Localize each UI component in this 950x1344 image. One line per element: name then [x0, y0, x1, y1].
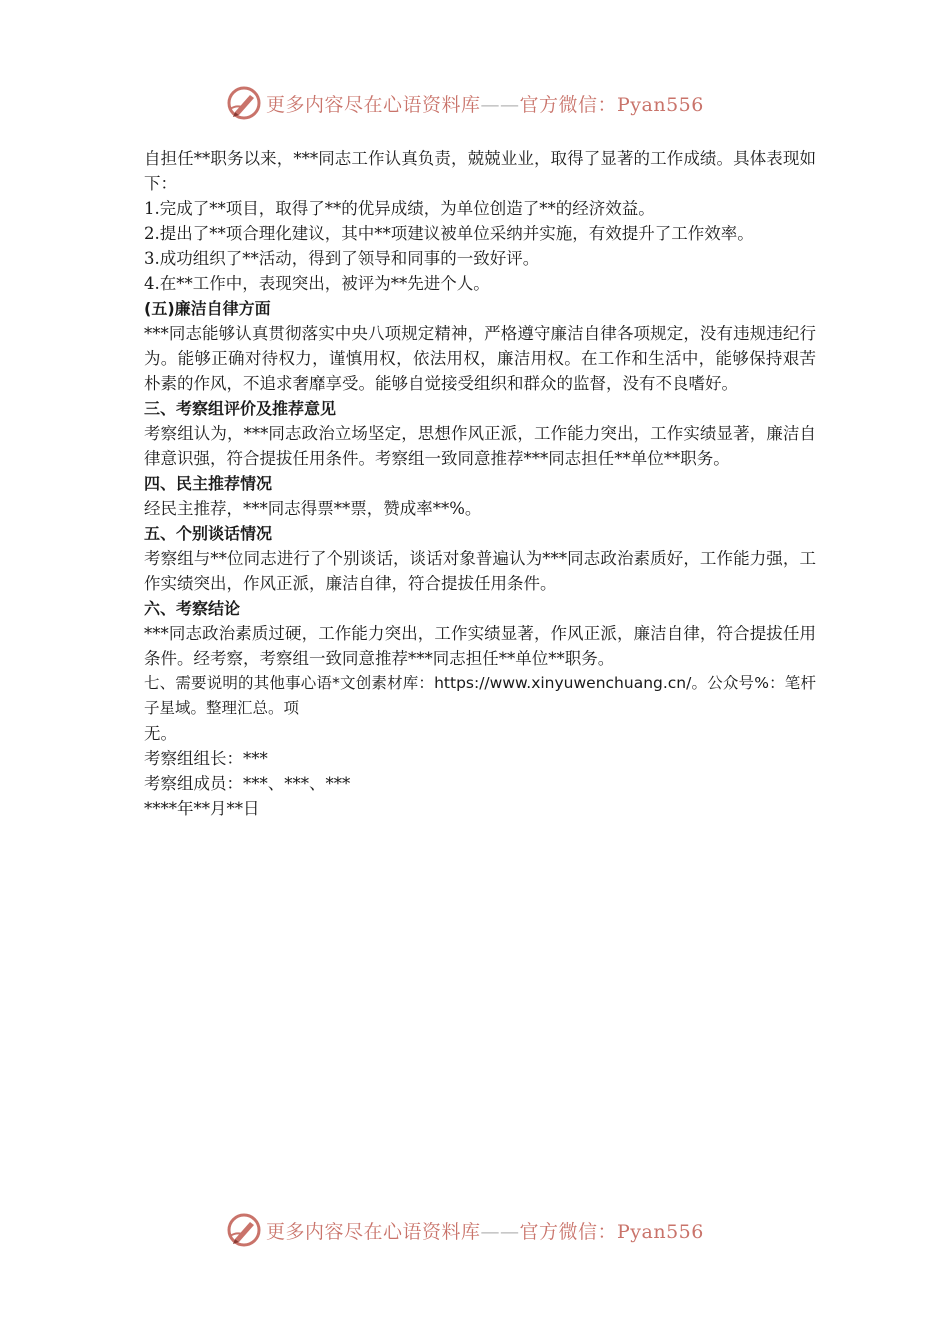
paragraph: 3.成功组织了**活动，得到了领导和同事的一致好评。: [144, 249, 540, 268]
document-body: [144, 146, 816, 821]
footer-banner: [226, 1210, 726, 1250]
section-heading: 四、民主推荐情况: [144, 474, 273, 493]
paragraph: 2.提出了**项合理化建议，其中**项建议被单位采纳并实施，有效提升了工作效率。: [144, 224, 754, 243]
paragraph: 考察组认为，***同志政治立场坚定，思想作风正派，工作能力突出，工作实绩显著，廉洁自律意识强，符合提拔任用条件。考察组一致同意推荐***同志担任**单位**职务。: [144, 424, 816, 468]
paragraph: 自担任**职务以来，***同志工作认真负责，兢兢业业，取得了显著的工作成绩。具体表现如下：: [144, 149, 816, 193]
section-heading: 三、考察组评价及推荐意见: [144, 399, 337, 418]
paragraph: 考察组与**位同志进行了个别谈话，谈话对象普遍认为***同志政治素质好，工作能力强，工作实绩突出，作风正派，廉洁自律，符合提拔任用条件。: [144, 549, 816, 593]
pen-logo-icon: [226, 1212, 262, 1248]
section-heading: 六、考察结论: [144, 599, 241, 618]
paragraph: ***同志能够认真贯彻落实中央八项规定精神，严格遵守廉洁自律各项规定，没有违规违纪行为。能够正确对待权力，谨慎用权，依法用权，廉洁用权。在工作和生活中，能够保持艰苦朴素的作风，不追求奢靡享受。能够自觉接受组织和群众的监督，没有不良嗜好。: [144, 324, 816, 393]
banner-text: 更多内容尽在心语资料库——官方微信：Pyan556: [266, 1220, 704, 1243]
section-heading: 五、个别谈话情况: [144, 524, 273, 543]
paragraph: 无。: [144, 724, 177, 743]
paragraph: ***同志政治素质过硬，工作能力突出，工作实绩显著，作风正派，廉洁自律，符合提拔任用条件。经考察，考察组一致同意推荐***同志担任**单位**职务。: [144, 624, 816, 668]
header-banner: [226, 83, 726, 123]
paragraph: 经民主推荐，***同志得票**票，赞成率**%。: [144, 499, 482, 518]
paragraph: 七、需要说明的其他事心语*文创素材库：https://www.xinyuwenchuang.cn/。公众号%：笔杆子星域。整理汇总。项: [144, 674, 816, 717]
paragraph: 考察组成员：***、***、***: [144, 774, 351, 793]
paragraph: ****年**月**日: [144, 799, 260, 818]
paragraph: 1.完成了**项目，取得了**的优异成绩，为单位创造了**的经济效益。: [144, 199, 655, 218]
pen-logo-icon: [226, 85, 262, 121]
paragraph: 考察组组长：***: [144, 749, 268, 768]
section-heading: (五)廉洁自律方面: [144, 299, 271, 318]
paragraph: 4.在**工作中，表现突出，被评为**先进个人。: [144, 274, 490, 293]
banner-text: 更多内容尽在心语资料库——官方微信：Pyan556: [266, 93, 704, 116]
